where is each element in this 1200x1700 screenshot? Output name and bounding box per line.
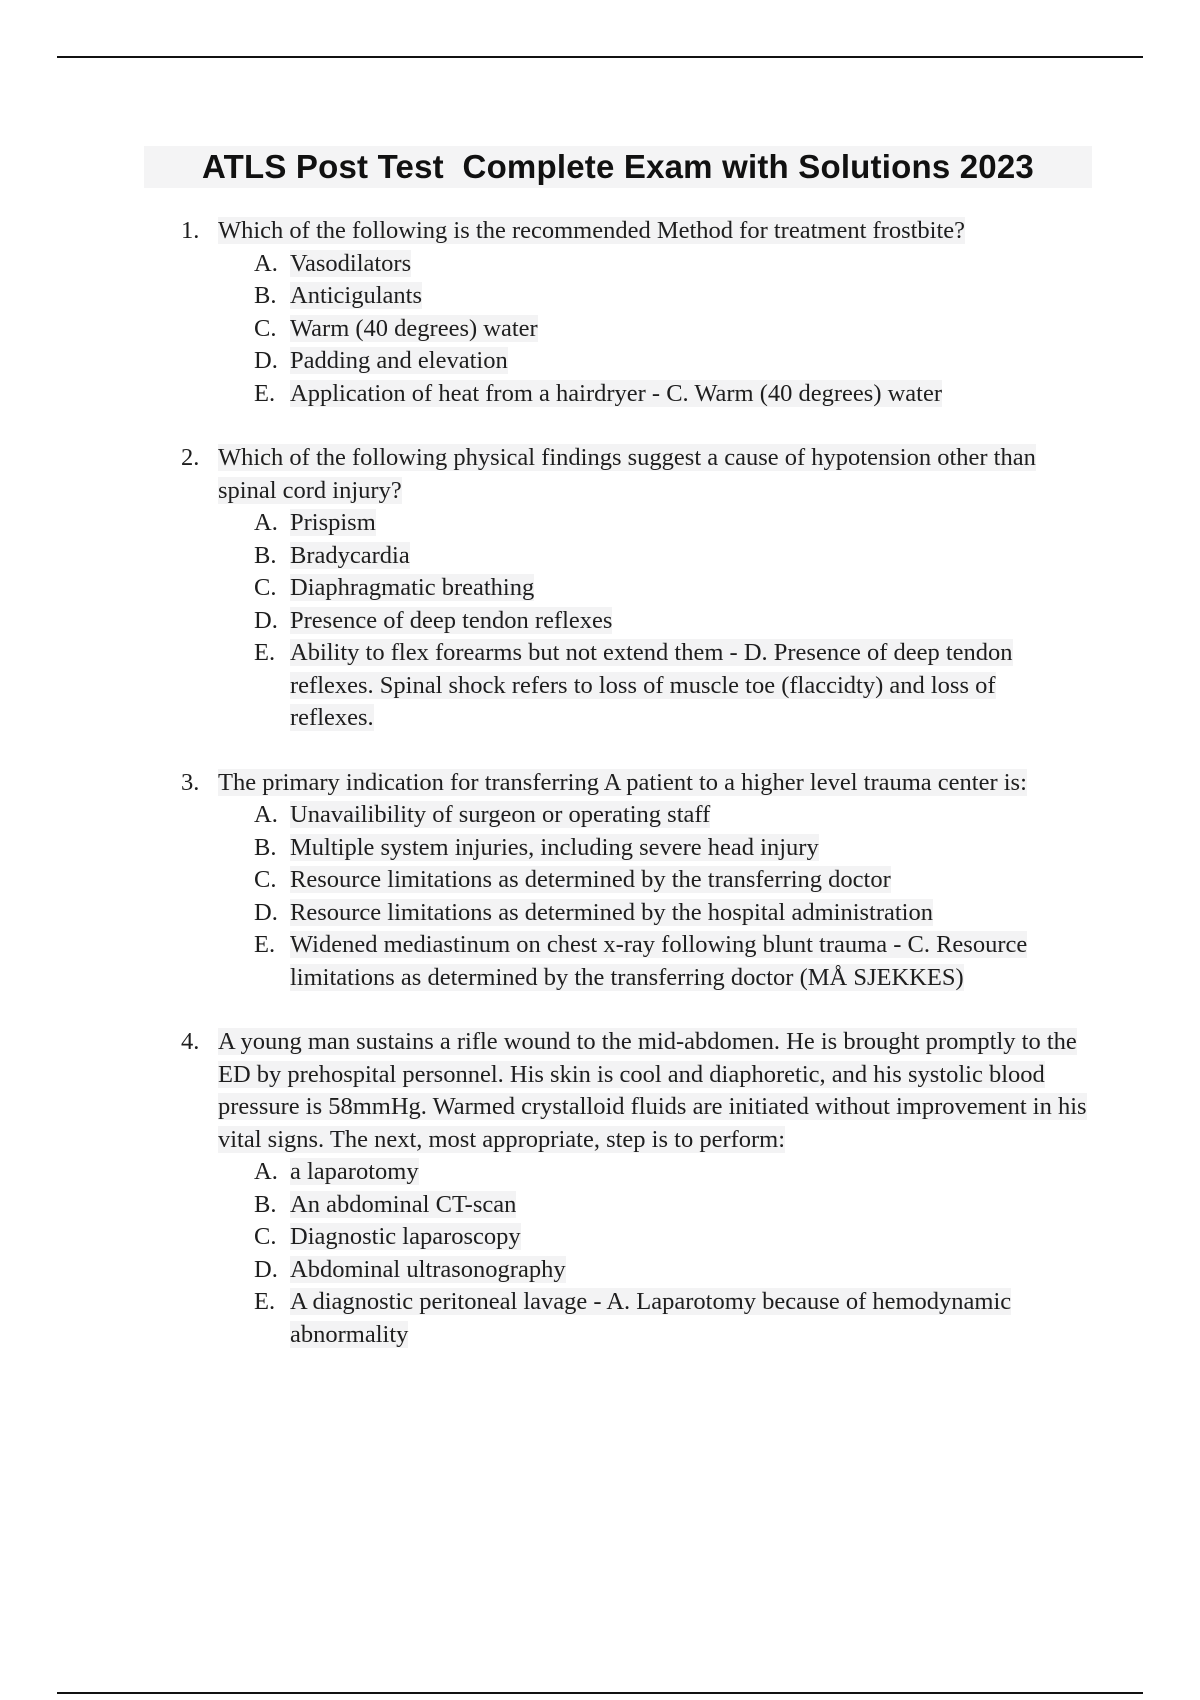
option-d: D. Padding and elevation bbox=[254, 347, 508, 374]
option-e-answer: E. Widened mediastinum on chest x-ray following blunt trauma - C. Resource limitations as determined by the transferring doctor (MÅ SJEKKES) bbox=[254, 931, 1028, 991]
option-list bbox=[0, 1156, 1200, 1351]
bottom-rule bbox=[57, 1692, 1143, 1694]
option-a: A. Vasodilators bbox=[254, 249, 412, 277]
option-list bbox=[0, 507, 1200, 735]
question-4 bbox=[0, 1026, 1200, 1351]
option-d: D. Abdominal ultrasonography bbox=[254, 1255, 566, 1283]
option-a: A. Unavailibility of surgeon or operating staff bbox=[254, 801, 711, 828]
question-3 bbox=[0, 767, 1200, 995]
option-c: C. Diagnostic laparoscopy bbox=[254, 1223, 521, 1250]
question-number: 3. bbox=[181, 768, 200, 796]
title-band bbox=[144, 146, 1092, 188]
question-number: 2. bbox=[181, 444, 200, 471]
question-text: A young man sustains a rifle wound to the mid-abdomen. He is brought promptly to the ED by prehospital personnel. His skin is cool and diaphoretic, and his systolic blood pressure is 58mmHg. Warmed crystalloid fluids are initiated without improvement in his vital signs. The next, most appropriate, step is to perform: bbox=[218, 1028, 1087, 1153]
option-c: C. Resource limitations as determined by the transferring doctor bbox=[254, 866, 891, 893]
option-e-answer: E. Ability to flex forearms but not extend them - D. Presence of deep tendon reflexes. Spinal shock refers to loss of muscle toe (flaccidty) and loss of reflexes. bbox=[254, 639, 1013, 731]
option-b: B. Multiple system injuries, including severe head injury bbox=[254, 833, 819, 861]
option-c: C. Warm (40 degrees) water bbox=[254, 314, 538, 342]
question-1 bbox=[0, 215, 1200, 410]
option-d: D. Resource limitations as determined by the hospital administration bbox=[254, 898, 933, 926]
option-c: C. Diaphragmatic breathing bbox=[254, 574, 535, 601]
question-text: Which of the following is the recommended Method for treatment frostbite? bbox=[218, 217, 966, 244]
question-text: Which of the following physical findings suggest a cause of hypotension other than spinal cord injury? bbox=[218, 444, 1036, 504]
question-list bbox=[0, 215, 1200, 1383]
top-rule bbox=[57, 56, 1143, 58]
option-d: D. Presence of deep tendon reflexes bbox=[254, 606, 613, 634]
option-b: B. An abdominal CT-scan bbox=[254, 1190, 517, 1218]
option-e-answer: E. Application of heat from a hairdryer - C. Warm (40 degrees) water bbox=[254, 379, 943, 407]
option-b: B. Anticigulants bbox=[254, 282, 423, 309]
option-list bbox=[0, 799, 1200, 994]
question-number: 1. bbox=[181, 217, 200, 244]
document-title: ATLS Post Test Complete Exam with Solutions 2023 bbox=[202, 148, 1034, 185]
option-b: B. Bradycardia bbox=[254, 541, 410, 569]
option-a: A. Prispism bbox=[254, 509, 376, 536]
question-text: The primary indication for transferring A patient to a higher level trauma center is: bbox=[218, 768, 1027, 796]
option-a: A. a laparotomy bbox=[254, 1158, 419, 1185]
question-2 bbox=[0, 442, 1200, 735]
option-list bbox=[0, 248, 1200, 411]
question-number: 4. bbox=[181, 1028, 200, 1055]
option-e-answer: E. A diagnostic peritoneal lavage - A. Laparotomy because of hemodynamic abnormality bbox=[254, 1288, 1012, 1348]
